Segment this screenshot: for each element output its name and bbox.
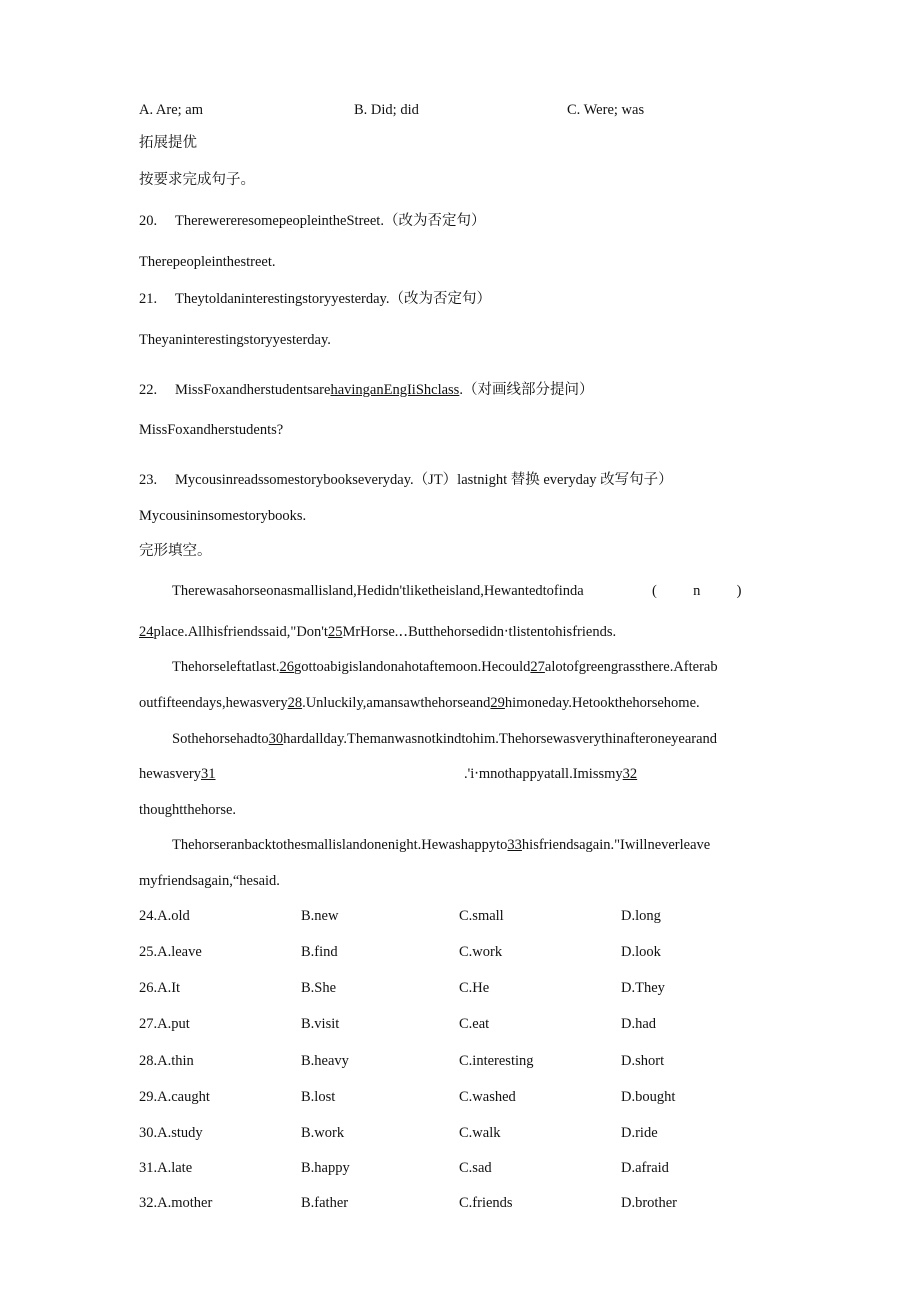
passage-text: hisfriendsagain."Iwillneverleave: [521, 837, 711, 853]
passage-text: hardallday.Themanwasnotkindtohim.Thehorsewasverythinafteroneyearand: [283, 731, 718, 747]
passage-line: Therewasahorseonasmallisland,Hedidn'tliketheisland,Hewantedtofinda: [172, 583, 584, 599]
answer-20: Therepeopleinthestreet.: [139, 254, 276, 270]
blank-number: 28: [287, 695, 303, 711]
q19-option-b: B. Did; did: [354, 102, 419, 118]
question-22: [139, 380, 593, 400]
passage-line: [172, 657, 718, 677]
answer-21: Theyaninterestingstoryyesterday.: [139, 332, 331, 348]
question-sentence: MissFoxandherstudentsare: [175, 382, 331, 398]
option-c: C.small: [459, 908, 504, 924]
question-23: [139, 470, 673, 490]
option-c: C.eat: [459, 1016, 490, 1032]
passage-text: .Unluckily,amansawthehorseand: [302, 695, 491, 711]
option-d: D.long: [621, 908, 661, 924]
question-20: [139, 211, 485, 231]
passage-line: [139, 622, 616, 642]
option-a: 26.A.It: [139, 980, 181, 996]
blank-number: 32: [622, 766, 638, 782]
option-a: 27.A.put: [139, 1016, 190, 1032]
question-number: 21.: [139, 291, 158, 307]
passage-blank-paren: ( n ): [652, 583, 742, 599]
option-a: 30.A.study: [139, 1125, 203, 1141]
question-number: 23.: [139, 472, 158, 488]
passage-line: [139, 693, 700, 713]
section-extend-heading: 拓展提优: [139, 135, 197, 151]
passage-text: hewasvery: [139, 766, 202, 782]
question-21: [139, 289, 491, 309]
passage-text: Thehorseleftatlast.: [172, 659, 280, 675]
answer-22: MissFoxandherstudents?: [139, 422, 284, 438]
passage-line: [172, 835, 710, 855]
option-d: D.brother: [621, 1195, 677, 1211]
question-note: （对画线部分提问）: [462, 382, 594, 398]
option-b: B.visit: [301, 1016, 340, 1032]
blank-number: 27: [530, 659, 545, 675]
option-c: C.work: [459, 944, 503, 960]
option-a: 29.A.caught: [139, 1089, 210, 1105]
option-a: 24.A.old: [139, 908, 190, 924]
question-sentence: Theytoldaninterestingstoryyesterday.: [175, 291, 390, 307]
option-d: D.look: [621, 944, 661, 960]
option-c: C.sad: [459, 1160, 492, 1176]
passage-text: outfifteendays,hewasvery: [139, 695, 288, 711]
passage-text: place.Allhisfriendssaid,"Don't: [153, 624, 328, 640]
passage-text: Sothehorsehadto: [172, 731, 269, 747]
blank-number: 24: [139, 624, 154, 640]
passage-text: alotofgreengrassthere.Afterab: [544, 659, 718, 675]
blank-number: 30: [268, 731, 284, 747]
underlined-phrase: havinganEngIiShclass: [330, 382, 460, 398]
option-b: B.She: [301, 980, 337, 996]
option-c: C.interesting: [459, 1053, 534, 1069]
option-b: B.lost: [301, 1089, 336, 1105]
option-d: D.short: [621, 1053, 665, 1069]
question-sentence: Mycousinreadssomestorybookseveryday.: [175, 472, 414, 488]
option-d: D.They: [621, 980, 665, 996]
option-b: B.father: [301, 1195, 349, 1211]
passage-text: Thehorseranbacktothesmallislandonenight.Hewashappyto: [172, 837, 508, 853]
option-a: 31.A.late: [139, 1160, 193, 1176]
question-note: （JT）lastnight 替换 everyday 改写句子）: [413, 472, 673, 488]
option-b: B.find: [301, 944, 338, 960]
passage-text: MrHorse.‥Butthehorsedidn‧tlistentohisfriends.: [342, 624, 617, 640]
option-a: 32.A.mother: [139, 1195, 213, 1211]
option-a: 28.A.thin: [139, 1053, 194, 1069]
option-b: B.work: [301, 1125, 345, 1141]
passage-line: myfriendsagain,“hesaid.: [139, 873, 280, 889]
blank-number: 26: [279, 659, 294, 675]
blank-number: 29: [490, 695, 505, 711]
answer-23: Mycousininsomestorybooks.: [139, 508, 307, 524]
passage-text: himoneday.Hetookthehorsehome.: [504, 695, 700, 711]
option-c: C.He: [459, 980, 490, 996]
passage-text: gottoabigislandonahotaftemoon.Hecould: [294, 659, 531, 675]
option-d: D.bought: [621, 1089, 676, 1105]
blank-number: 33: [507, 837, 522, 853]
passage-line: [172, 729, 717, 749]
question-sentence: TherewereresomepeopleintheStreet.: [175, 213, 384, 229]
blank-number: 25: [327, 624, 343, 640]
q19-option-c: C. Were; was: [567, 102, 645, 118]
section-instruction: 按要求完成句子。: [139, 172, 255, 188]
passage-text: .'i‧mnothappyatall.Imissmy: [464, 766, 623, 782]
blank-number: 31: [201, 766, 216, 782]
option-d: D.had: [621, 1016, 657, 1032]
option-c: C.washed: [459, 1089, 516, 1105]
option-b: B.heavy: [301, 1053, 349, 1069]
question-number: 22.: [139, 382, 158, 398]
question-number: 20.: [139, 213, 158, 229]
option-b: B.happy: [301, 1160, 350, 1176]
option-d: D.afraid: [621, 1160, 669, 1176]
passage-line: [464, 764, 637, 784]
option-c: C.walk: [459, 1125, 501, 1141]
option-a: 25.A.leave: [139, 944, 202, 960]
sentence-period: .: [459, 382, 463, 398]
q19-option-a: A. Are; am: [139, 102, 204, 118]
question-note: （改为否定句）: [383, 213, 486, 229]
option-b: B.new: [301, 908, 339, 924]
cloze-heading: 完形填空。: [139, 543, 212, 559]
passage-line: [139, 764, 216, 784]
option-d: D.ride: [621, 1125, 658, 1141]
question-note: （改为否定句）: [389, 291, 491, 307]
option-c: C.friends: [459, 1195, 513, 1211]
passage-line: thoughtthehorse.: [139, 802, 237, 818]
